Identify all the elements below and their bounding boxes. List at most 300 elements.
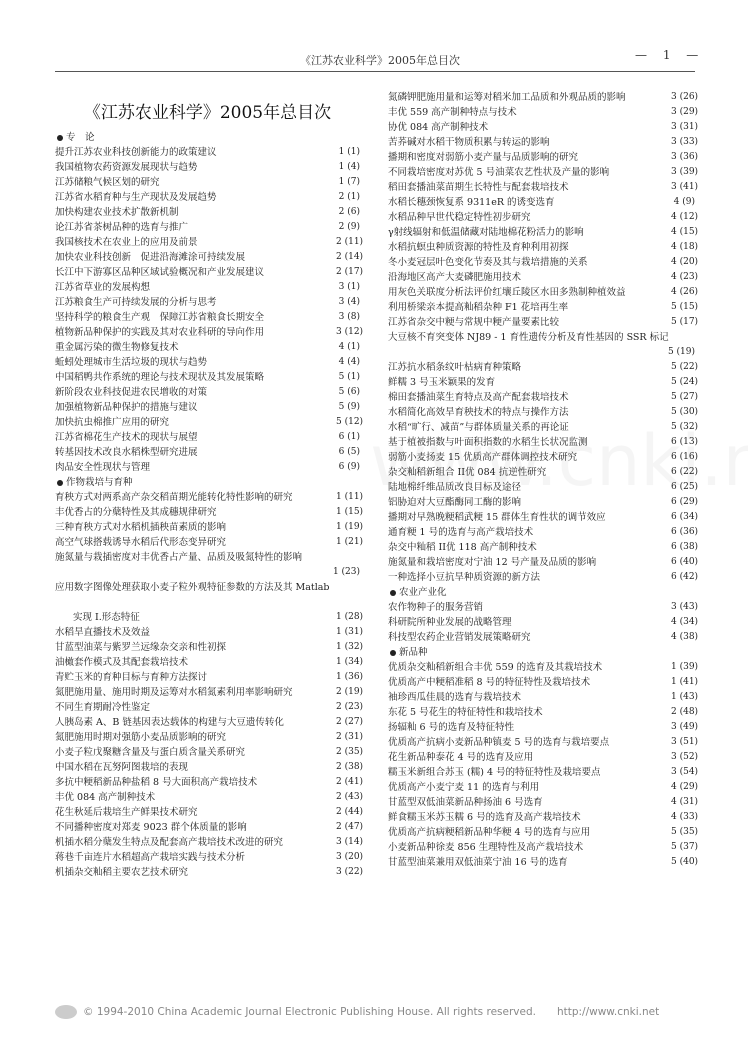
toc-entry-page: 3 (43) [671, 602, 699, 612]
toc-entry-page: 1 (34) [336, 657, 364, 667]
toc-entry-title: 不同生育期耐冷性鉴定 [55, 702, 151, 713]
toc-entry-title: 铝胁迫对大豆酯酶同工酶的影响 [388, 497, 522, 508]
toc-entry[interactable] [388, 375, 699, 390]
toc-entry[interactable] [388, 135, 699, 150]
toc-entry-title: 三种育秧方式对水稻机插秧苗素质的影响 [55, 522, 227, 533]
toc-entry-page: 3 (12) [336, 327, 364, 337]
toc-entry-page: 6 (22) [671, 467, 699, 477]
toc-entry-title: 小麦子粒戊聚糖含量及与蛋白质含量关系研究 [55, 747, 246, 758]
toc-entry-title: 利用桥梁亲本提高籼稻杂种 F1 花培再生率 [388, 302, 569, 313]
toc-entry[interactable] [55, 415, 364, 430]
toc-entry-title: 机插水稻分蘖发生特点及配套高产栽培技术改进的研究 [55, 837, 284, 848]
toc-entry-page: 1 (41) [671, 677, 699, 687]
toc-entry-page: 2 (1) [338, 192, 360, 202]
toc-entry-page: 6 (40) [671, 557, 699, 567]
toc-entry[interactable] [388, 615, 699, 630]
toc-entry[interactable] [388, 840, 699, 855]
toc-entry-title: 播期和密度对弱筋小麦产量与品质影响的研究 [388, 152, 579, 163]
toc-entry[interactable] [55, 220, 360, 235]
toc-entry[interactable] [388, 120, 699, 135]
toc-entry-title: 水稻抗螟虫种质资源的特性及育种利用初探 [388, 242, 569, 253]
section-heading-label: 作物栽培与育种 [66, 477, 133, 488]
toc-entry[interactable] [55, 145, 360, 160]
toc-entry-page: 4 (4) [338, 357, 360, 367]
toc-entry[interactable] [388, 600, 699, 615]
toc-entry[interactable] [55, 175, 360, 190]
toc-entry-title: 实现 Ⅰ.形态特征 [73, 612, 140, 623]
toc-entry[interactable] [388, 480, 699, 495]
toc-entry[interactable] [55, 265, 364, 280]
toc-entry-title: 扬辐籼 6 号的选育及特征特性 [388, 722, 515, 733]
toc-entry[interactable] [55, 850, 364, 865]
toc-entry-page: 2 (23) [336, 702, 364, 712]
bullet-icon [390, 590, 396, 596]
toc-entry[interactable] [55, 445, 360, 460]
toc-entry-page: 2 (17) [336, 267, 364, 277]
toc-entry[interactable] [388, 570, 699, 585]
toc-entry-title: 甘蓝型油菜与紫罗兰远缘杂交亲和性初探 [55, 642, 227, 653]
toc-entry-title: 新阶段农业科技促进农民增收的对策 [55, 387, 208, 398]
toc-entry-title: 施氮量与栽插密度对丰优香占产量、品质及吸氮特性的影响 [55, 552, 303, 563]
toc-entry-title: 棉田套播油菜生育特点及高产配套栽培技术 [388, 392, 569, 403]
bullet-icon [57, 480, 63, 486]
toc-entry[interactable] [388, 150, 699, 165]
toc-entry-title: 沿海地区高产大麦磷肥施用技术 [388, 272, 522, 283]
toc-entry-page: 3 (29) [671, 107, 699, 117]
toc-entry-title: 江苏储粮气候区划的研究 [55, 177, 160, 188]
toc-entry-title: 重金属污染的微生物修复技术 [55, 342, 179, 353]
toc-entry[interactable] [55, 325, 364, 340]
section-heading [55, 130, 360, 145]
toc-entry-page: 1 (11) [336, 492, 364, 502]
toc-entry-page: 5 (19) [667, 347, 695, 357]
toc-entry-page: 1 (43) [671, 692, 699, 702]
left-column [55, 92, 364, 880]
toc-entry[interactable] [388, 735, 699, 750]
left-toc-list [55, 130, 364, 880]
toc-entry-title: 提升江苏农业科技创新能力的政策建议 [55, 147, 217, 158]
toc-entry[interactable] [388, 465, 699, 480]
toc-entry-title: 冬小麦冠层叶色变化节奏及其与栽培措施的关系 [388, 257, 588, 268]
toc-entry-title: 基于植被指数与叶面积指数的水稻生长状况监测 [388, 437, 588, 448]
toc-entry-title: 杂交籼稻新组合 II优 084 抗逆性研究 [388, 467, 547, 478]
toc-entry[interactable] [55, 460, 360, 475]
toc-entry[interactable] [55, 865, 364, 880]
toc-entry[interactable] [55, 250, 364, 265]
toc-entry[interactable] [388, 660, 699, 675]
toc-entry-page: 6 (29) [671, 497, 699, 507]
toc-entry-page: 4 (33) [671, 812, 699, 822]
toc-entry-page: 3 (54) [671, 767, 699, 777]
right-column [388, 90, 699, 870]
toc-entry-title: 肉品安全性现状与管理 [55, 462, 151, 473]
toc-entry-page: 1 (36) [336, 672, 364, 682]
toc-entry-title: 多抗中粳稻新品种盐稻 8 号大面积高产栽培技术 [55, 777, 258, 788]
toc-entry-page: 6 (1) [338, 432, 360, 442]
toc-entry[interactable] [388, 315, 699, 330]
toc-entry[interactable] [55, 625, 364, 640]
toc-entry-title: 江苏省棉花生产技术的现状与展望 [55, 432, 198, 443]
toc-entry-page: 5 (30) [671, 407, 699, 417]
toc-entry-title: 江苏省杂交中粳与常规中粳产量要素比较 [388, 317, 560, 328]
toc-entry-title: 水稻长穗颈恢复系 9311eR 的诱变选育 [388, 197, 555, 208]
toc-entry-page: 3 (22) [336, 867, 364, 877]
toc-entry-title: 苦荞碱对水稻干物质积累与转运的影响 [388, 137, 550, 148]
toc-entry[interactable] [55, 430, 360, 445]
toc-entry-page: 1 (4) [338, 162, 360, 172]
toc-entry[interactable] [55, 745, 364, 760]
toc-entry-page: 1 (32) [336, 642, 364, 652]
toc-entry[interactable] [55, 355, 360, 370]
toc-entry-page: 1 (7) [338, 177, 360, 187]
toc-entry-page: 2 (27) [336, 717, 364, 727]
toc-entry-page: 2 (11) [336, 237, 364, 247]
toc-entry-title: 糯玉米新组合苏玉 (糯) 4 号的特征特性及栽培要点 [388, 767, 601, 778]
toc-entry-page: 5 (27) [671, 392, 699, 402]
toc-entry-page: 3 (14) [336, 837, 364, 847]
toc-entry-page: 3 (51) [671, 737, 699, 747]
toc-entry-page: 2 (38) [336, 762, 364, 772]
toc-entry-title: 施氮量和栽培密度对宁油 12 号产量及品质的影响 [388, 557, 597, 568]
toc-entry-title: 鲜糯 3 号玉米颖果的发育 [388, 377, 496, 388]
toc-entry[interactable] [388, 810, 699, 825]
toc-entry-title: 稻田套播油菜苗期生长特性与配套栽培技术 [388, 182, 569, 193]
page-marker: — 1 — [635, 48, 705, 62]
toc-entry-page: 4 (18) [671, 242, 699, 252]
toc-entry[interactable] [55, 580, 360, 610]
toc-entry-title: 蚯蚓处理城市生活垃圾的现状与趋势 [55, 357, 208, 368]
toc-entry-title: 育秧方式对两系高产杂交稻苗期光能转化特性影响的研究 [55, 492, 293, 503]
toc-entry-title: 不同栽培密度对苏优 5 号油菜农艺性状及产量的影响 [388, 167, 610, 178]
toc-entry[interactable] [388, 210, 699, 225]
toc-entry-page: 3 (8) [338, 312, 360, 322]
bullet-icon [390, 650, 396, 656]
toc-entry-page: 4 (12) [671, 212, 699, 222]
toc-entry[interactable] [388, 495, 699, 510]
toc-entry[interactable] [55, 520, 364, 535]
toc-entry-page: 1 (39) [671, 662, 699, 672]
toc-entry-title: 优质高产抗病粳稻新品种华粳 4 号的选育与应用 [388, 827, 591, 838]
toc-entry[interactable] [388, 360, 699, 375]
toc-entry-title: 人胰岛素 A、B 链基因表达载体的构建与大豆遗传转化 [55, 717, 284, 728]
toc-entry-page: 1 (23) [332, 567, 360, 577]
toc-entry-title: 江苏省草业的发展构想 [55, 282, 151, 293]
toc-entry-title: 丰优 084 高产制种技术 [55, 792, 156, 803]
toc-entry-page: 3 (49) [671, 722, 699, 732]
toc-entry-title: 甘蓝型油菜兼用双低油菜宁油 16 号的选育 [388, 857, 568, 868]
toc-entry[interactable] [55, 550, 360, 580]
toc-entry[interactable] [55, 235, 364, 250]
toc-entry[interactable] [388, 270, 699, 285]
toc-entry-title: 论江苏省茶树品种的选育与推广 [55, 222, 189, 233]
toc-entry[interactable] [388, 855, 699, 870]
toc-entry-page: 2 (47) [336, 822, 364, 832]
toc-entry-title: 丰优 559 高产制种特点与技术 [388, 107, 517, 118]
toc-entry-title: 优质高产小麦宁麦 11 的选育与利用 [388, 782, 540, 793]
toc-entry-title: 应用数字图像处理获取小麦子粒外观特征参数的方法及其 Matlab [55, 582, 330, 593]
toc-entry[interactable] [55, 310, 360, 325]
toc-entry-page: 2 (14) [336, 252, 364, 262]
toc-entry[interactable] [388, 390, 699, 405]
toc-entry-title: 水稻“旷行、减苗”与群体质量关系的再论证 [388, 422, 569, 433]
toc-entry-title: 青贮玉米的育种目标与育种方法探讨 [55, 672, 208, 683]
toc-entry-title: 中国水稻在瓦努阿图栽培的表现 [55, 762, 189, 773]
toc-entry[interactable] [388, 765, 699, 780]
toc-entry[interactable] [388, 165, 699, 180]
toc-entry[interactable] [55, 400, 360, 415]
toc-entry-page: 6 (5) [338, 447, 360, 457]
toc-entry-title: 转基因技术改良水稻株型研究进展 [55, 447, 198, 458]
section-heading [55, 475, 360, 490]
toc-entry[interactable] [388, 825, 699, 840]
toc-entry-page: 4 (34) [671, 617, 699, 627]
toc-entry-title: 水稻简化高效旱育秧技术的特点与操作方法 [388, 407, 569, 418]
toc-entry[interactable] [388, 630, 699, 645]
toc-entry[interactable] [55, 385, 360, 400]
toc-entry-page: 4 (23) [671, 272, 699, 282]
toc-entry-page: 3 (36) [671, 152, 699, 162]
toc-entry-title: 水稻旱直播技术及效益 [55, 627, 151, 638]
toc-entry-page: 5 (40) [671, 857, 699, 867]
section-heading-label: 农业产业化 [399, 587, 447, 598]
toc-entry-title: 大豆核不育突变体 NJ89 - 1 育性遗传分析及育性基因的 SSR 标记 [388, 332, 669, 343]
right-toc-list [388, 90, 699, 870]
toc-entry-page: 2 (31) [336, 732, 364, 742]
toc-entry-page: 4 (15) [671, 227, 699, 237]
toc-entry[interactable] [55, 280, 360, 295]
section-heading [388, 645, 695, 660]
toc-entry[interactable] [388, 720, 699, 735]
toc-entry-title: 丰优香占的分蘖特性及其成穗规律研究 [55, 507, 217, 518]
toc-entry[interactable] [55, 820, 364, 835]
toc-entry-title: 小麦新品种徐麦 856 生理特性及高产栽培技术 [388, 842, 584, 853]
toc-entry-title: 花生秋延后栽培生产鲜果技术研究 [55, 807, 198, 818]
toc-entry-page: 3 (4) [338, 297, 360, 307]
toc-entry-title: 植物新品种保护的实践及其对农业科研的导向作用 [55, 327, 265, 338]
toc-entry[interactable] [388, 795, 699, 810]
toc-entry-page: 6 (34) [671, 512, 699, 522]
toc-entry[interactable] [55, 730, 364, 745]
toc-entry[interactable] [55, 715, 364, 730]
toc-entry-title: 优质高产中粳稻准稻 8 号的特征特性及栽培技术 [388, 677, 591, 688]
toc-entry[interactable] [388, 435, 699, 450]
toc-entry-page: 1 (21) [336, 537, 364, 547]
toc-entry-title: 我国植物农药资源发展现状与趋势 [55, 162, 198, 173]
toc-entry[interactable] [388, 195, 695, 210]
toc-entry-title: 江苏省水稻育种与生产现状及发展趋势 [55, 192, 217, 203]
toc-entry-page: 4 (29) [671, 782, 699, 792]
toc-entry[interactable] [55, 490, 364, 505]
toc-entry-page: 4 (1) [338, 342, 360, 352]
toc-entry[interactable] [55, 370, 360, 385]
toc-entry-title: 中国稻鸭共作系统的理论与技术现状及其发展策略 [55, 372, 265, 383]
toc-entry[interactable] [55, 160, 360, 175]
toc-entry[interactable] [388, 510, 699, 525]
toc-entry-page: 6 (42) [671, 572, 699, 582]
section-heading-label: 专 论 [66, 132, 95, 143]
toc-entry-page: 1 (31) [336, 627, 364, 637]
toc-entry-page: 5 (12) [336, 417, 364, 427]
toc-entry-title: 不同播种密度对郑麦 9023 群个体质量的影响 [55, 822, 247, 833]
toc-entry[interactable] [388, 90, 699, 105]
toc-entry-page: 5 (24) [671, 377, 699, 387]
toc-entry-page: 6 (13) [671, 437, 699, 447]
toc-entry-page: 2 (35) [336, 747, 364, 757]
toc-entry-title: 通育粳 1 号的选育与高产栽培技术 [388, 527, 534, 538]
toc-entry[interactable] [55, 295, 360, 310]
toc-entry-page: 1 (1) [338, 147, 360, 157]
toc-entry-page: 5 (1) [338, 372, 360, 382]
toc-entry-page: 2 (9) [338, 222, 360, 232]
toc-entry-page: 2 (43) [336, 792, 364, 802]
toc-entry[interactable] [55, 205, 360, 220]
bullet-icon [57, 135, 63, 141]
toc-entry[interactable] [55, 340, 360, 355]
toc-entry-title: 一种选择小豆抗旱种质资源的新方法 [388, 572, 541, 583]
toc-entry-title: 鲜食糯玉米苏玉糯 6 号的选育及高产栽培技术 [388, 812, 581, 823]
toc-entry-title: γ射线辐射和低温储藏对陆地棉花粉活力的影响 [388, 227, 584, 238]
toc-entry-title: 播期对早熟晚粳稻武粳 15 群体生育性状的调节效应 [388, 512, 606, 523]
toc-entry[interactable] [55, 190, 360, 205]
toc-entry-page: 3 (52) [671, 752, 699, 762]
toc-entry-title: 机插杂交籼稻主要农艺技术研究 [55, 867, 189, 878]
toc-entry[interactable] [55, 790, 364, 805]
toc-entry-title: 水稻品种早世代稳定特性初步研究 [388, 212, 531, 223]
toc-entry-page: 3 (1) [338, 282, 360, 292]
toc-entry[interactable] [388, 240, 699, 255]
toc-entry[interactable] [388, 180, 699, 195]
toc-entry-title: 蒋巷千亩连片水稻超高产栽培实践与技术分析 [55, 852, 246, 863]
toc-entry-title: 袖珍西瓜佳晨的选育与栽培技术 [388, 692, 522, 703]
toc-entry-title: 坚持科学的粮食生产观 保障江苏省粮食长期安全 [55, 312, 265, 323]
toc-entry-title: 加快构建农业技术扩散新机制 [55, 207, 179, 218]
toc-entry[interactable] [55, 535, 364, 550]
footer-text: © 1994-2010 China Academic Journal Electronic Publishing House. All rights reserved. http://www.cnki.net [83, 1006, 660, 1018]
toc-entry[interactable] [388, 780, 699, 795]
toc-entry-title: 用灰色关联度分析法评价红壤丘陵区水田多熟制种植效益 [388, 287, 626, 298]
toc-entry-title: 优质杂交籼稻新组合丰优 559 的选育及其栽培技术 [388, 662, 603, 673]
toc-entry-title: 弱筋小麦扬麦 15 优质高产群体调控技术研究 [388, 452, 578, 463]
toc-entry-page: 4 (26) [671, 287, 699, 297]
toc-entry-title: 江苏粮食生产可持续发展的分析与思考 [55, 297, 217, 308]
toc-entry[interactable] [388, 255, 699, 270]
toc-entry-page: 3 (20) [336, 852, 364, 862]
toc-entry-page: 3 (39) [671, 167, 699, 177]
toc-entry-page: 2 (48) [671, 707, 699, 717]
toc-entry-page: 5 (15) [671, 302, 699, 312]
toc-entry-page [55, 595, 360, 610]
toc-entry-title: 江苏抗水稻条纹叶枯病育种策略 [388, 362, 522, 373]
toc-entry-page: 4 (20) [671, 257, 699, 267]
toc-entry-page: 2 (44) [336, 807, 364, 817]
toc-entry-title: 科技型农药企业营销发展策略研究 [388, 632, 531, 643]
toc-entry-page: 2 (19) [336, 687, 364, 697]
toc-entry-title: 加强植物新品种保护的措施与建议 [55, 402, 198, 413]
toc-entry[interactable] [55, 835, 364, 850]
toc-entry[interactable] [55, 505, 364, 520]
toc-entry-page: 1 (28) [336, 612, 364, 622]
toc-entry[interactable] [55, 760, 364, 775]
toc-entry-title: 氮磷钾肥施用量和运筹对稻米加工品质和外观品质的影响 [388, 92, 626, 103]
toc-entry[interactable] [388, 225, 699, 240]
toc-entry-title: 东花 5 号花生的特征特性和栽培技术 [388, 707, 543, 718]
copyright-footer [55, 1004, 659, 1019]
toc-entry-page: 3 (33) [671, 137, 699, 147]
toc-entry[interactable] [55, 685, 364, 700]
toc-entry-page: 5 (35) [671, 827, 699, 837]
toc-entry-title: 科研院所种业发展的战略管理 [388, 617, 512, 628]
toc-entry[interactable] [388, 690, 699, 705]
running-header: 《江苏农业科学》2005年总目次 [300, 54, 460, 67]
toc-entry[interactable] [388, 705, 699, 720]
toc-entry-page: 4 (9) [673, 197, 695, 207]
toc-entry-title: 氮肥施用量、施用时期及运筹对水稻氮素利用率影响研究 [55, 687, 293, 698]
toc-entry-title: 长江中下游寡区品种区域试验概况和产业发展建议 [55, 267, 265, 278]
toc-entry-page: 3 (26) [671, 92, 699, 102]
toc-entry-page: 1 (15) [336, 507, 364, 517]
toc-entry-page: 5 (17) [671, 317, 699, 327]
toc-entry-page: 2 (41) [336, 777, 364, 787]
toc-entry-page: 3 (31) [671, 122, 699, 132]
page-title: 《江苏农业科学》2005年总目次 [83, 103, 332, 123]
toc-entry[interactable] [55, 775, 364, 790]
toc-entry[interactable] [55, 655, 364, 670]
toc-entry-page: 6 (9) [338, 462, 360, 472]
toc-entry[interactable] [55, 700, 364, 715]
toc-entry[interactable] [388, 300, 699, 315]
toc-entry[interactable] [388, 450, 699, 465]
toc-entry[interactable] [388, 105, 699, 120]
toc-entry-page: 5 (22) [671, 362, 699, 372]
toc-entry-page: 6 (16) [671, 452, 699, 462]
header-rule [55, 71, 695, 72]
toc-entry-title: 我国核技术在农业上的应用及前景 [55, 237, 198, 248]
toc-entry[interactable] [388, 540, 699, 555]
toc-entry[interactable] [388, 555, 699, 570]
toc-entry-title: 加快农业科技创新 促进沿海滩涂可持续发展 [55, 252, 246, 263]
toc-entry[interactable] [55, 610, 364, 625]
toc-entry-page: 4 (31) [671, 797, 699, 807]
toc-entry-page: 6 (36) [671, 527, 699, 537]
toc-entry-page: 5 (32) [671, 422, 699, 432]
toc-entry-title: 优质高产抗病小麦新品种镇麦 5 号的选育与栽培要点 [388, 737, 610, 748]
toc-entry-page: 5 (6) [338, 387, 360, 397]
toc-entry-title: 加快抗虫棉推广应用的研究 [55, 417, 170, 428]
toc-entry-page: 2 (6) [338, 207, 360, 217]
toc-entry-title: 协优 084 高产制种技术 [388, 122, 489, 133]
toc-entry[interactable] [388, 525, 699, 540]
toc-entry[interactable] [388, 405, 699, 420]
toc-entry[interactable] [388, 420, 699, 435]
toc-entry[interactable] [55, 640, 364, 655]
toc-entry[interactable] [55, 670, 364, 685]
toc-entry-page: 1 (19) [336, 522, 364, 532]
section-heading [388, 585, 695, 600]
toc-entry-title: 杂交中籼稻 II优 118 高产制种技术 [388, 542, 537, 553]
toc-entry-title: 油橄套作模式及其配套栽培技术 [55, 657, 189, 668]
toc-entry-title: 花生新品种泰花 4 号的选育及应用 [388, 752, 534, 763]
toc-entry[interactable] [388, 675, 699, 690]
toc-entry[interactable] [55, 805, 364, 820]
toc-entry-page: 5 (9) [338, 402, 360, 412]
toc-entry-page: 6 (38) [671, 542, 699, 552]
cnki-logo-icon [55, 1005, 77, 1019]
toc-entry[interactable] [388, 330, 695, 360]
toc-entry-title: 农作物种子的服务营销 [388, 602, 484, 613]
toc-entry[interactable] [388, 285, 699, 300]
toc-entry-title: 氮肥施用时期对强筋小麦品质影响的研究 [55, 732, 227, 743]
toc-entry[interactable] [388, 750, 699, 765]
